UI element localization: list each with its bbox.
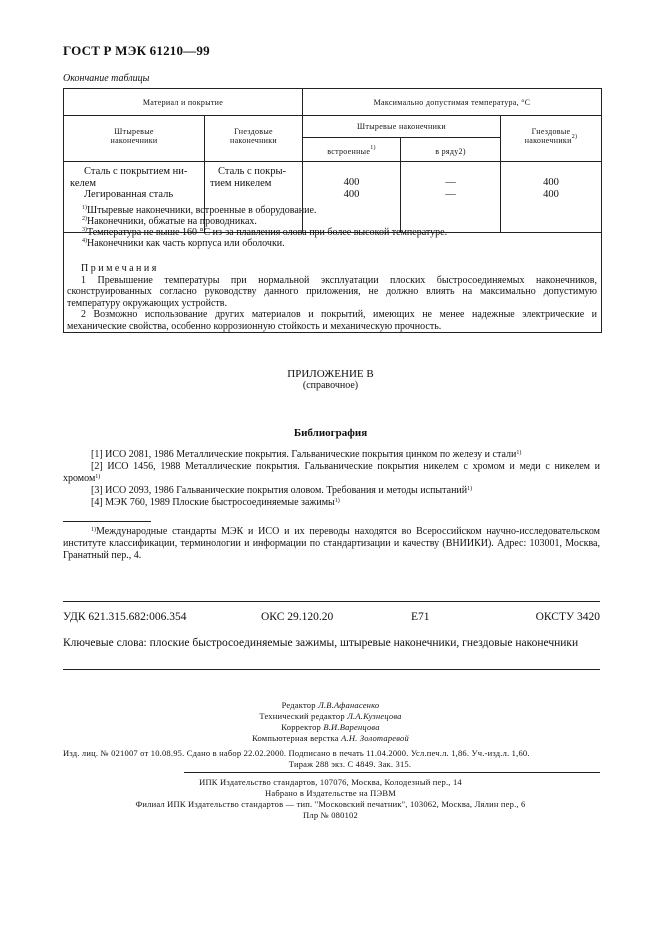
footnote-4-text: Наконечники как часть корпуса или оболочки.	[87, 238, 285, 249]
row1-socket-line2: тием никелем	[210, 178, 272, 189]
keywords-bottom-rule	[63, 669, 600, 670]
row1-socket-line1: Сталь с покры-	[218, 166, 287, 177]
row1-in-row: —	[445, 177, 456, 188]
notes-title: Примечания	[81, 263, 159, 274]
layout-label: Компьютерная верстка	[252, 733, 339, 743]
heading-pin-sub: Штыревые наконечники	[357, 122, 446, 131]
editor-name: Л.В.Афанасенко	[318, 700, 380, 710]
keywords: Ключевые слова: плоские быстросоединяемые зажимы, штыревые наконечники, гнездовые наконечники	[63, 637, 579, 649]
imprint-line1: Изд. лиц. № 021007 от 10.08.95. Сдано в набор 22.02.2000. Подписано в печать 11.04.2000. Усл.печ.л. 1,86. Уч.-изд.л. 1,60.	[63, 748, 530, 758]
bibliography-footnote-mark: 1)	[91, 527, 96, 533]
footnote-1-text: Штыревые наконечники, встроенные в оборудование.	[87, 205, 317, 216]
imprint-editor	[0, 700, 661, 711]
heading-built-in-text: встроенные	[327, 147, 371, 156]
heading-socket-right-line1: Гнездовые	[531, 127, 571, 136]
bib-item-1-text: [1] ИСО 2081, 1986 Металлические покрытия. Гальванические покрытия цинком по железу и стали	[91, 449, 517, 460]
row1-socket-material	[210, 166, 300, 190]
row1-pin-line2: келем	[70, 178, 97, 189]
imprint-publisher	[0, 777, 661, 821]
imprint-line4: Набрано в Издательстве на ПЭВМ	[265, 788, 396, 798]
appendix-title: ПРИЛОЖЕНИЕ В	[287, 368, 374, 380]
heading-socket-line2: наконечники	[230, 136, 277, 145]
table-footnotes	[82, 205, 597, 249]
row2-built-in: 400	[343, 189, 360, 200]
row2-socket-temp: 400	[543, 189, 559, 200]
footnote-1-mark: 1)	[82, 205, 87, 211]
udk-code: УДК 621.315.682:006.354	[63, 611, 187, 623]
heading-pin-line1: Штыревые	[114, 127, 154, 136]
row1-socket-temp: 400	[543, 177, 559, 188]
note-1: 1 Превышение температуры при нормальной эксплуатации плоских быстросоединяемых наконечников, сконструированных согласно руководству данного приложения, не должно влиять на максимально допустимую температуру окружающих устройств.	[67, 274, 597, 309]
imprint-line6: Плр № 080102	[303, 810, 358, 820]
oks-code: ОКС 29.120.20	[261, 611, 334, 623]
footnote-4-mark: 4)	[82, 238, 87, 244]
document-header: ГОСТ Р МЭК 61210—99	[63, 43, 210, 58]
bibliography-list	[63, 449, 600, 509]
footnote-3-mark: 3)	[82, 227, 87, 233]
bib-item-4-mark: 1)	[334, 498, 340, 504]
appendix-subtitle: (справочное)	[302, 380, 359, 391]
heading-socket-right	[501, 127, 601, 145]
imprint-layout	[0, 733, 661, 744]
row1-built-in: 400	[343, 177, 360, 188]
bib-item-2-text: [2] ИСО 1456, 1988 Металлические покрытия. Гальванические покрытия никелем с хромом и меди с никелем и хромом	[63, 461, 600, 484]
corrector-label: Корректор	[281, 722, 321, 732]
footnote-3-text: Температура не выше 160 °С из-за плавления олова при более высокой температуре.	[87, 227, 448, 238]
row2-in-row: —	[445, 189, 456, 200]
bib-item-3-text: [3] ИСО 2093, 1986 Гальванические покрытия оловом. Требования и методы испытаний	[91, 485, 468, 496]
imprint-rule	[184, 772, 600, 773]
note-2: 2 Возможно использование других материалов и покрытий, имеющих не менее надежные электрические и механические свойства, особенно коррозионную стойкость и механическую прочность.	[67, 309, 597, 332]
bibliography-title: Библиография	[293, 427, 368, 439]
heading-socket-contacts	[205, 127, 302, 145]
footnote-3	[82, 227, 597, 238]
heading-in-row: в ряду2)	[435, 147, 466, 156]
heading-pin-line2: наконечники	[110, 136, 158, 145]
corrector-name: В.И.Варенцова	[323, 722, 380, 732]
heading-socket-right-sup: 2)	[571, 134, 578, 140]
row1-pin-line1: Сталь с покрытием ни-	[84, 166, 188, 177]
imprint-editors	[0, 700, 661, 744]
row1-pin-material	[70, 166, 202, 190]
imprint-tech-editor	[0, 711, 661, 722]
materials-table	[63, 88, 602, 333]
bib-item-3	[63, 485, 600, 497]
okstu-code: ОКСТУ 3420	[535, 611, 600, 623]
bib-item-3-mark: 1)	[467, 486, 473, 492]
imprint-line3: ИПК Издательство стандартов, 107076, Москва, Колодезный пер., 14	[199, 777, 462, 787]
bib-item-1-mark: 1)	[516, 450, 522, 456]
footnote-2	[82, 216, 597, 227]
bib-item-1	[63, 449, 600, 461]
row2-pin-material: Легированная сталь	[84, 189, 174, 200]
imprint-line2: Тираж 288 экз. С 4849. Зак. 315.	[288, 759, 412, 769]
layout-name: А.Н. Золотаревой	[341, 733, 409, 743]
bibliography-footnote-text: Международные стандарты МЭК и ИСО и их переводы находятся во Всероссийском научно-исследовательском институте классификации, терминологии и информации по стандартизации и качеству (ВНИИКИ). Адрес: 103001, Москва, Гранатный пер., 4.	[63, 526, 600, 561]
bib-item-4-text: [4] МЭК 760, 1989 Плоские быстросоединяемые зажимы	[91, 497, 335, 508]
table-caption: Окончание таблицы	[63, 73, 150, 84]
heading-max-temperature: Максимально допустимая температура, °С	[373, 98, 531, 107]
footnote-1	[82, 205, 597, 216]
imprint-line5: Филиал ИПК Издательство стандартов — тип. "Московский печатник", 103062, Москва, Лялин пер., 6	[135, 799, 526, 809]
classification-top-rule	[63, 601, 600, 602]
heading-pin-contacts	[64, 127, 204, 145]
editor-label: Редактор	[281, 700, 316, 710]
bibliography-footnote	[63, 526, 600, 562]
footnote-separator	[63, 521, 151, 522]
bib-item-2-mark: 1)	[95, 474, 101, 480]
heading-built-in-sup: 1)	[370, 145, 376, 151]
heading-built-in	[303, 147, 400, 156]
footnote-4	[82, 238, 597, 249]
footnote-2-text: Наконечники, обжатые на проводниках.	[87, 216, 257, 227]
bib-item-4	[63, 497, 600, 509]
heading-socket-right-line2: наконечники	[524, 136, 572, 145]
e-code: Е71	[411, 611, 430, 623]
heading-socket-line1: Гнездовые	[234, 127, 273, 136]
tech-editor-name: Л.А.Кузнецова	[347, 711, 402, 721]
imprint-corrector	[0, 722, 661, 733]
tech-editor-label: Технический редактор	[259, 711, 345, 721]
heading-material: Материал и покрытие	[142, 98, 224, 107]
bib-item-2	[63, 461, 600, 485]
footnote-2-mark: 2)	[82, 216, 87, 222]
table-notes	[67, 263, 597, 332]
